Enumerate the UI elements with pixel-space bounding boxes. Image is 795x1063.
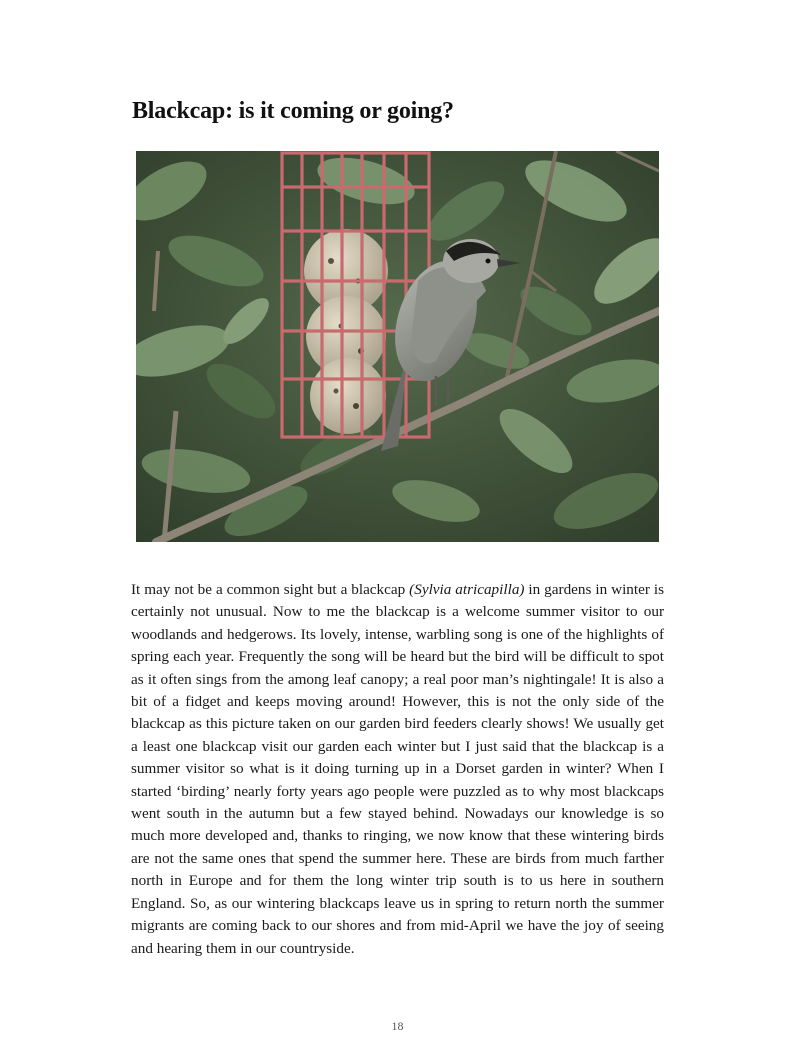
article-text-main: in gardens in winter is certainly not unusual. Now to me the blackcap is a welcome summer visitor to our woodlands and hedgerows. Its lovely, intense, warbling song is one of the highlights of spring each year. Frequently the song will be heard but the bird will be difficult to spot as it often sings from the among leaf canopy; a real poor man’s nightingale! It is also a bit of a fidget and keeps moving around! However, this is not the only side of the blackcap as this picture taken on our garden bird feeders clearly shows! We usually get a least one blackcap visit our garden each winter but I just said that the blackcap is a summer visitor so what is it doing turning up in a Dorset garden in winter? When I started ‘birding’ nearly forty years ago people were puzzled as to why most blackcaps went south in the autumn but a few stayed behind. Nowadays our knowledge is so much more developed and, thanks to ringing, we now know that these wintering birds are not the same ones that spend the summer here. These are birds from much farther north in Europe and for them the long winter trip south is to us here in southern England. So, as our wintering blackcaps leave us in spring to return north the summer migrants are coming back to our shores and from mid-April we have the joy of seeing and hearing them in our countryside.	[131, 581, 664, 957]
page-title: Blackcap: is it coming or going?	[132, 98, 454, 124]
species-name: (Sylvia atricapilla)	[409, 581, 525, 598]
page-number: 18	[391, 1019, 404, 1033]
blackcap-photo	[136, 151, 659, 542]
article-text-intro: It may not be a common sight but a blackcap	[131, 581, 410, 598]
article-body	[131, 579, 664, 960]
